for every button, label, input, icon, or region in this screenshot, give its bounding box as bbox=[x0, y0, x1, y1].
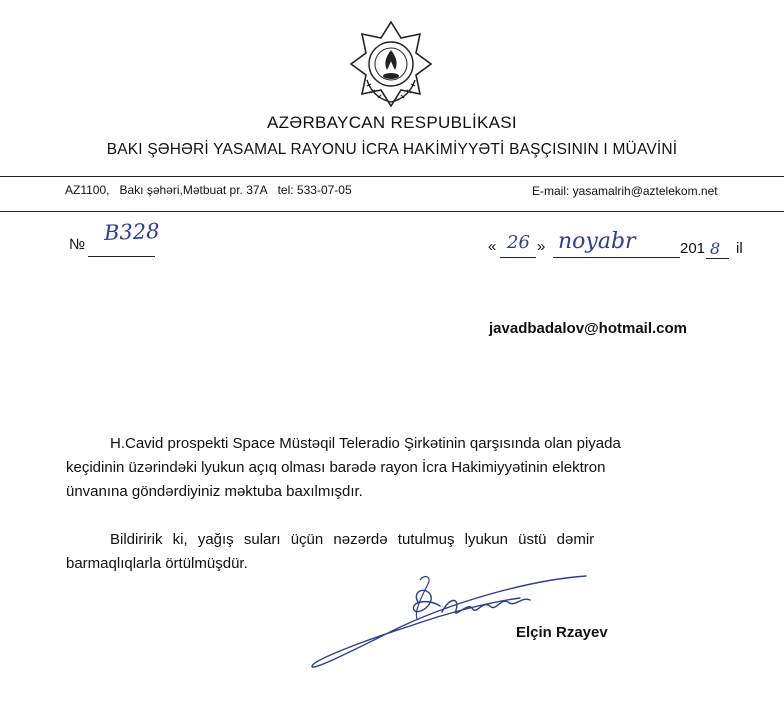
signature bbox=[300, 562, 600, 682]
postcode: AZ1100, bbox=[65, 183, 110, 197]
date-day-line bbox=[500, 257, 536, 258]
republic-title: AZƏRBAYCAN RESPUBLİKASI bbox=[267, 113, 517, 132]
date-year-prefix: 201 bbox=[680, 240, 706, 257]
date-year-line bbox=[706, 258, 729, 259]
emblem-flame-icon bbox=[385, 50, 396, 70]
phone: tel: 533-07-05 bbox=[277, 183, 352, 197]
emblem-star-icon bbox=[351, 22, 431, 106]
contact-email: E-mail: yasamalrih@aztelekom.net bbox=[532, 184, 718, 198]
paragraph-1-line-1: H.Cavid prospekti Space Müstəqil Teleradio Şirkətinin qarşısında olan piyada bbox=[110, 435, 621, 452]
paragraph-1-line-3: ünvanına göndərdiyiniz məktuba baxılmışdır. bbox=[66, 483, 363, 500]
signatory-name: Elçin Rzayev bbox=[516, 624, 608, 641]
date-close-quote: » bbox=[537, 238, 546, 255]
date-year-suffix: il bbox=[736, 240, 743, 257]
state-emblem bbox=[349, 20, 433, 108]
date-year-digit: 8 bbox=[710, 239, 721, 258]
header-divider-bottom bbox=[0, 211, 784, 212]
header-divider-top bbox=[0, 176, 784, 177]
paragraph-1 bbox=[66, 432, 716, 504]
reference-number-label: № bbox=[69, 236, 86, 253]
contact-address bbox=[65, 183, 362, 197]
date-month: noyabr bbox=[558, 229, 636, 254]
date-open-quote: « bbox=[488, 238, 497, 255]
paragraph-1-line-2: keçidinin üzərindəki lyukun açıq olması barədə rayon İcra Hakimiyyətinin elektron bbox=[66, 459, 606, 476]
address: Bakı şəhəri,Mətbuat pr. 37A bbox=[119, 183, 268, 197]
paragraph-2-line-2: barmaqlıqlarla örtülmüşdür. bbox=[66, 555, 248, 572]
date-day: 26 bbox=[507, 232, 530, 253]
paragraph-2-line-1: Bildiririk ki, yağış suları üçün nəzərdə tutulmuş lyukun üstü dəmir bbox=[110, 531, 595, 548]
recipient-email: javadbadalov@hotmail.com bbox=[489, 320, 688, 337]
date-month-line bbox=[553, 257, 680, 258]
reference-number-line bbox=[88, 256, 155, 257]
reference-number-value: B328 bbox=[103, 219, 160, 245]
office-title: BAKI ŞƏHƏRİ YASAMAL RAYONU İCRA HAKİMİYYƏTİ BAŞÇISININ I MÜAVİNİ bbox=[106, 141, 678, 158]
